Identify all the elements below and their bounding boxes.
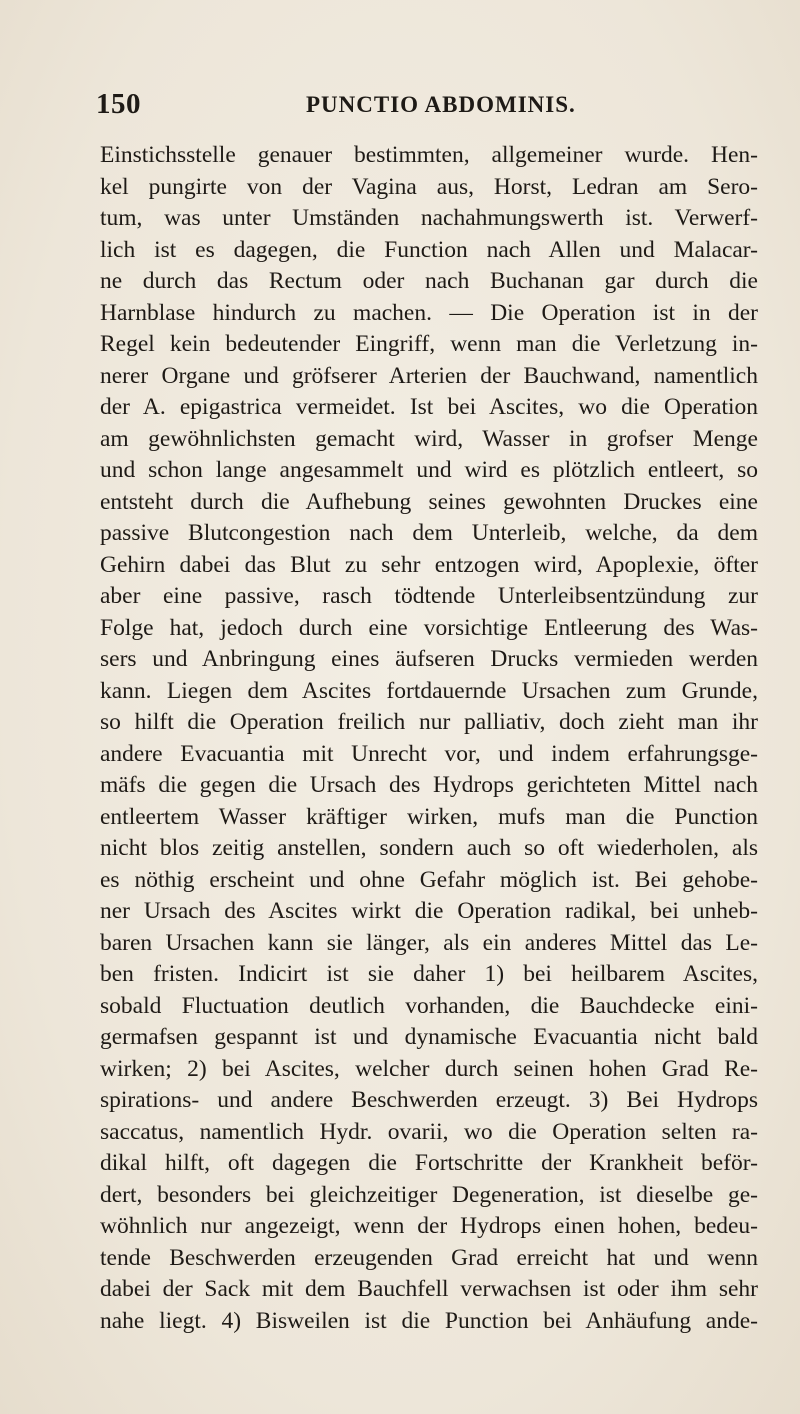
- text-line: wirken; 2) bei Ascites, welcher durch seinen hohen Grad Re-: [100, 1055, 758, 1082]
- text-line: wöhnlich nur angezeigt, wenn der Hydrops einen hohen, bedeu-: [100, 1213, 758, 1239]
- text-line: sers und Anbringung eines äufseren Drucks vermieden werden: [100, 646, 758, 672]
- running-title: PUNCTIO ABDOMINIS.: [306, 92, 576, 117]
- text-line: Regel kein bedeutender Eingriff, wenn man die Verletzung in-: [100, 331, 758, 357]
- body-text: [100, 140, 758, 1337]
- text-line: und schon lange angesammelt und wird es plötzlich entleert, so: [100, 457, 758, 483]
- text-line: saccatus, namentlich Hydr. ovarii, wo die Operation selten ra-: [100, 1118, 758, 1145]
- text-line: sobald Fluctuation deutlich vorhanden, die Bauchdecke eini-: [100, 992, 758, 1019]
- text-line: Einstichsstelle genauer bestimmten, allgemeiner wurde. Hen-: [100, 142, 758, 168]
- text-line: am gewöhnlichsten gemacht wird, Wasser in grofser Menge: [100, 425, 758, 452]
- text-line: entleertem Wasser kräftiger wirken, mufs man die Punction: [100, 803, 758, 830]
- text-line: nicht blos zeitig anstellen, sondern auch so oft wiederholen, als: [100, 835, 758, 861]
- text-line: spirations- und andere Beschwerden erzeugt. 3) Bei Hydrops: [100, 1087, 758, 1113]
- text-line: ben fristen. Indicirt ist sie daher 1) bei heilbarem Ascites,: [100, 961, 758, 987]
- text-line: passive Blutcongestion nach dem Unterleib, welche, da dem: [100, 520, 758, 546]
- text-line: tum, was unter Umständen nachahmungswerth ist. Verwerf-: [100, 205, 758, 231]
- text-line: es nöthig erscheint und ohne Gefahr möglich ist. Bei gehobe-: [100, 866, 758, 893]
- text-line: dert, besonders bei gleichzeitiger Degeneration, ist dieselbe ge-: [100, 1181, 758, 1208]
- text-line: nahe liegt. 4) Bisweilen ist die Punction bei Anhäufung ande-: [100, 1307, 758, 1334]
- text-line: kann. Liegen dem Ascites fortdauernde Ursachen zum Grunde,: [100, 677, 758, 704]
- text-line: Folge hat, jedoch durch eine vorsichtige Entleerung des Was-: [100, 614, 758, 641]
- text-line: Gehirn dabei das Blut zu sehr entzogen wird, Apoplexie, öfter: [100, 551, 758, 578]
- text-line: dikal hilft, oft dagegen die Fortschritte der Krankheit beför-: [100, 1150, 758, 1176]
- text-line: so hilft die Operation freilich nur palliativ, doch zieht man ihr: [100, 709, 758, 735]
- text-line: dabei der Sack mit dem Bauchfell verwachsen ist oder ihm sehr: [100, 1276, 758, 1302]
- text-line: baren Ursachen kann sie länger, als ein anderes Mittel das Le-: [100, 929, 758, 956]
- text-line: kel pungirte von der Vagina aus, Horst, Ledran am Sero-: [100, 173, 758, 200]
- page-number: 150: [96, 88, 141, 120]
- text-line: aber eine passive, rasch tödtende Unterleibsentzündung zur: [100, 583, 758, 609]
- text-line: tende Beschwerden erzeugenden Grad erreicht hat und wenn: [100, 1244, 758, 1271]
- text-line: nerer Organe und gröfserer Arterien der Bauchwand, namentlich: [100, 362, 758, 389]
- text-line: ner Ursach des Ascites wirkt die Operation radikal, bei unheb-: [100, 898, 758, 924]
- text-line: mäfs die gegen die Ursach des Hydrops gerichteten Mittel nach: [100, 772, 758, 798]
- page-header: [96, 88, 746, 128]
- text-line: ne durch das Rectum oder nach Buchanan gar durch die: [100, 268, 758, 294]
- text-line: entsteht durch die Aufhebung seines gewohnten Druckes eine: [100, 488, 758, 515]
- text-line: germafsen gespannt ist und dynamische Evacuantia nicht bald: [100, 1024, 758, 1050]
- text-line: lich ist es dagegen, die Function nach Allen und Malacar-: [100, 236, 758, 263]
- text-line: andere Evacuantia mit Unrecht vor, und indem erfahrungsge-: [100, 740, 758, 767]
- text-line: der A. epigastrica vermeidet. Ist bei Ascites, wo die Operation: [100, 394, 758, 420]
- text-line: Harnblase hindurch zu machen. — Die Operation ist in der: [100, 299, 758, 326]
